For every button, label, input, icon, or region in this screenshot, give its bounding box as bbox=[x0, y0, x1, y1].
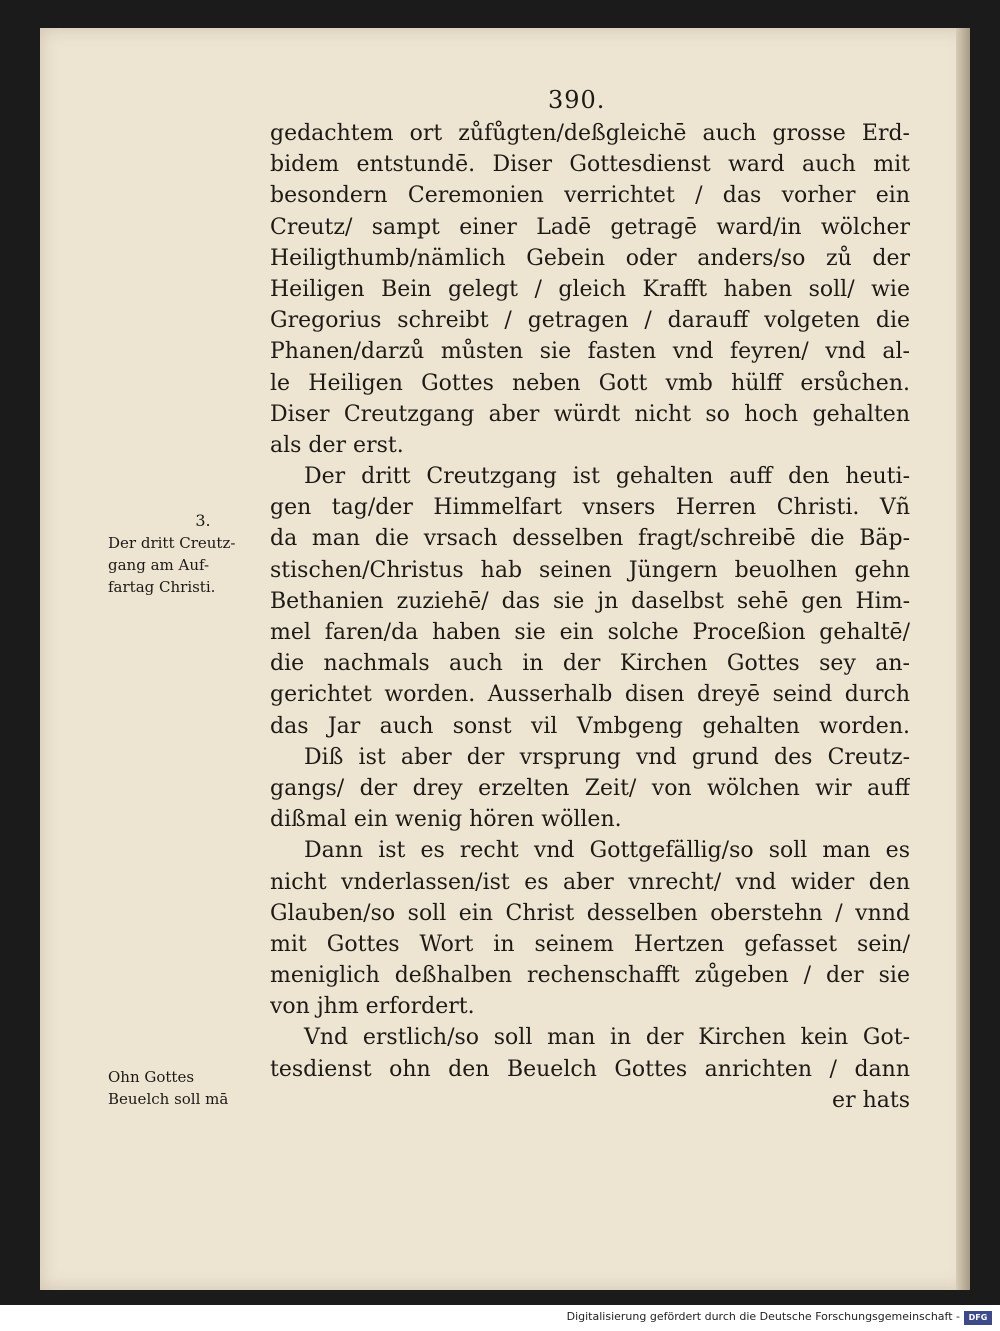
text-line: Diser Creutzgang aber würdt nicht so hoch gehalten bbox=[270, 401, 910, 427]
margin-note-line: gang am Auf- bbox=[108, 556, 210, 574]
text-line: gen tag/der Himmelfart vnsers Herren Christi. Vñ bbox=[270, 495, 910, 521]
text-line: das Jar auch sonst vil Vmbgeng gehalten worden. bbox=[270, 713, 910, 739]
margin-note-line: Ohn Gottes bbox=[108, 1068, 195, 1086]
text-line: Der dritt Creutzgang ist gehalten auff den heuti- bbox=[304, 464, 910, 490]
text-line: Heiligthumb/nämlich Gebein oder anders/so zů der bbox=[270, 245, 910, 271]
text-line: mit Gottes Wort in seinem Hertzen gefasset sein/ bbox=[270, 931, 910, 957]
footer bbox=[0, 1305, 1000, 1331]
text-line: gerichtet worden. Ausserhalb disen dreyē seind durch bbox=[270, 682, 910, 708]
funding-credit: Digitalisierung gefördert durch die Deutsche Forschungsgemeinschaft - bbox=[566, 1310, 960, 1323]
margin-note-number: 3. bbox=[195, 511, 211, 530]
catchword: er hats bbox=[832, 1087, 910, 1113]
margin-note bbox=[108, 510, 258, 598]
text-line: gangs/ der drey erzelten Zeit/ von wölchen wir auff bbox=[270, 775, 910, 801]
text-line: Vnd erstlich/so soll man in der Kirchen kein Got- bbox=[304, 1025, 910, 1051]
body-text bbox=[270, 118, 910, 1116]
text-line: von jhm erfordert. bbox=[270, 994, 475, 1020]
margin-note-line: fartag Christi. bbox=[108, 578, 216, 596]
text-line: mel faren/da haben sie ein solche Proceßion gehaltē/ bbox=[270, 620, 910, 645]
text-line: le Heiligen Gottes neben Gott vmb hülff ersůchen. bbox=[270, 370, 910, 396]
margin-note bbox=[108, 1066, 258, 1110]
text-line: tesdienst ohn den Beuelch Gottes anrichten / dann bbox=[270, 1056, 910, 1082]
text-line: Diß ist aber der vrsprung vnd grund des Creutz- bbox=[304, 744, 910, 770]
dfg-logo-icon: DFG bbox=[964, 1311, 992, 1325]
page-edge-shadow bbox=[956, 28, 970, 1290]
text-line: als der erst. bbox=[270, 432, 404, 458]
text-line: Heiligen Bein gelegt / gleich Krafft haben soll/ wie bbox=[270, 276, 910, 302]
margin-note-line: Der dritt Creutz- bbox=[108, 534, 236, 552]
text-line: Glauben/so soll ein Christ desselben oberstehn / vnnd bbox=[270, 900, 910, 926]
text-line: Creutz/ sampt einer Ladē getragē ward/in wölcher bbox=[270, 214, 910, 240]
page-number: 390. bbox=[548, 86, 606, 114]
text-line: Phanen/darzů můsten sie fasten vnd feyren/ vnd al- bbox=[270, 339, 910, 365]
text-line: da man die vrsach desselben fragt/schreibē die Bäp- bbox=[270, 526, 910, 552]
text-line: Dann ist es recht vnd Gottgefällig/so soll man es bbox=[304, 838, 910, 864]
text-line: Bethanien zuziehē/ das sie jn daselbst sehē gen Him- bbox=[270, 588, 910, 614]
text-line: die nachmals auch in der Kirchen Gottes sey an- bbox=[270, 651, 910, 677]
text-line: stischen/Christus hab seinen Jüngern beuolhen gehn bbox=[270, 557, 910, 583]
margin-note-line: Beuelch soll mā bbox=[108, 1090, 229, 1108]
text-line: Gregorius schreibt / getragen / darauff volgeten die bbox=[270, 308, 910, 334]
text-line: meniglich deßhalben rechenschafft zůgeben / der sie bbox=[270, 963, 910, 989]
text-line: besondern Ceremonien verrichtet / das vorher ein bbox=[270, 183, 910, 209]
text-line: bidem entstundē. Diser Gottesdienst ward auch mit bbox=[270, 152, 910, 178]
text-line: dißmal ein wenig hören wöllen. bbox=[270, 807, 622, 833]
text-line: nicht vnderlassen/ist es aber vnrecht/ vnd wider den bbox=[270, 869, 910, 895]
text-line: gedachtem ort zůfůgten/deßgleichē auch grosse Erd- bbox=[270, 121, 910, 146]
